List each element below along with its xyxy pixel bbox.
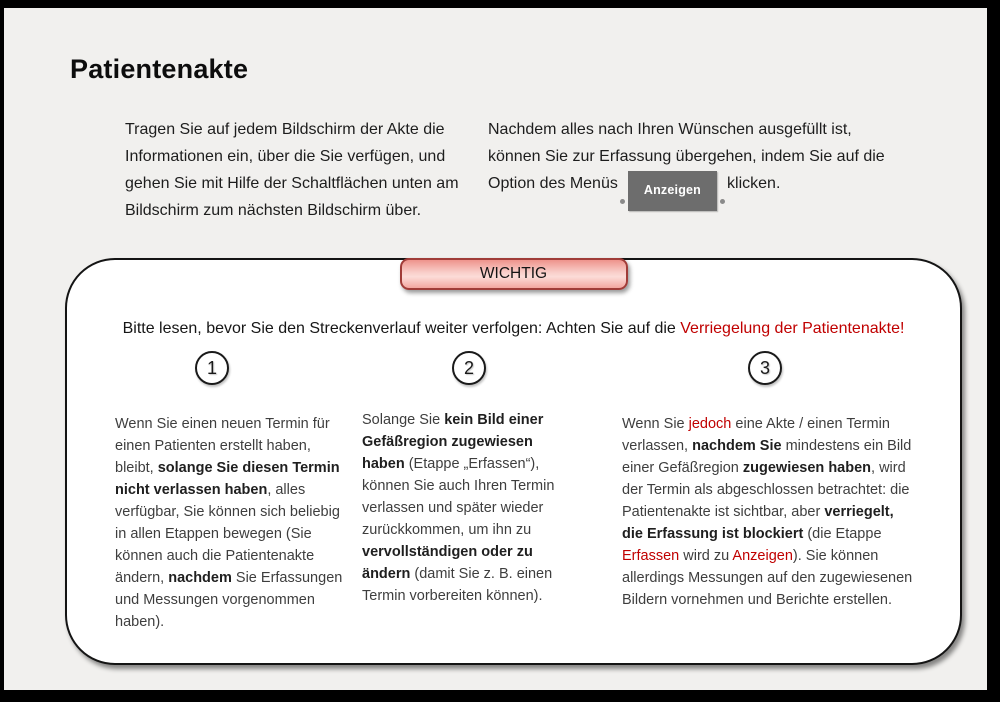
anzeigen-menu-chip-label: Anzeigen (643, 183, 702, 197)
anzeigen-menu-chip (628, 171, 717, 211)
step-1-text (115, 413, 349, 633)
intro-right-text-after: klicken. (727, 175, 781, 192)
bullet-dot-icon (720, 199, 725, 204)
bullet-dot-icon (620, 199, 625, 204)
text-segment: (damit Sie z. B. einen Termin vorbereiten können). (362, 565, 553, 604)
highlight-red-text: Verriegelung der Patientenakte! (680, 320, 905, 337)
bold-text: vervollständigen oder zu ändern (362, 543, 533, 582)
intro-right-paragraph (488, 116, 890, 211)
bold-text: zugewiesen haben (742, 459, 872, 476)
text-segment: eine Akte / einen Termin verlassen, (622, 415, 890, 454)
text-segment: Wenn Sie (622, 415, 689, 432)
text-segment: Wenn Sie einen neuen Termin für einen Patienten erstellt haben, bleibt, (115, 415, 330, 476)
bold-text: solange Sie diesen Termin nicht verlassen haben (115, 459, 340, 498)
wichtig-badge: WICHTIG (400, 258, 628, 290)
text-segment: , wird der Termin als abgeschlossen betrachtet: die Patientenakte ist sichtbar, aber (622, 459, 910, 520)
step-2-text (362, 409, 576, 607)
text-segment: Sie Erfassungen und Messungen vorgenommen haben). (115, 569, 343, 630)
step-number-badge-3: 3 (748, 351, 782, 385)
text-segment: Solange Sie (362, 411, 445, 428)
text-segment: ). Sie können allerdings Messungen auf den zugewiesenen Bildern vornehmen und Berichte erstellen. (622, 547, 913, 608)
important-box (65, 258, 962, 665)
text-segment: (die Etappe (803, 525, 882, 542)
text-segment: , alles verfügbar, Sie können sich beliebig in allen Etappen bewegen (Sie können auch die Patientenakte ändern, (115, 481, 340, 586)
step-number-badge-1: 1 (195, 351, 229, 385)
text-segment: Bitte lesen, bevor Sie den Streckenverlauf weiter verfolgen: Achten Sie auf die (122, 320, 681, 337)
bold-text: nachdem Sie (692, 437, 782, 454)
bold-text: nachdem (168, 569, 232, 586)
text-segment: (Etappe „Erfassen“), können Sie auch Ihren Termin verlassen und später wieder zurückkommen, um ihn zu (362, 455, 555, 538)
highlight-red-text: Anzeigen (732, 547, 793, 564)
bold-text: kein Bild einer Gefäßregion zugewiesen haben (362, 411, 544, 472)
highlight-red-text: Erfassen (622, 547, 680, 564)
page-title: Patientenakte (70, 54, 249, 85)
intro-left-paragraph: Tragen Sie auf jedem Bildschirm der Akte die Informationen ein, über die Sie verfügen, und gehen Sie mit Hilfe der Schaltflächen unten am Bildschirm zum nächsten Bildschirm über. (125, 121, 459, 219)
text-segment: wird zu (679, 547, 733, 564)
slide-canvas (4, 8, 987, 690)
notice-line (67, 320, 960, 338)
bold-text: verriegelt, die Erfassung ist blockiert (622, 503, 894, 542)
intro-right-text-before: Nachdem alles nach Ihren Wünschen ausgefüllt ist, können Sie zur Erfassung übergehen, indem Sie auf die Option des Menüs (488, 121, 885, 192)
step-3-text (622, 413, 916, 611)
step-number-badge-2: 2 (452, 351, 486, 385)
highlight-red-text: jedoch (688, 415, 732, 432)
text-segment: mindestens ein Bild einer Gefäßregion (622, 437, 912, 476)
